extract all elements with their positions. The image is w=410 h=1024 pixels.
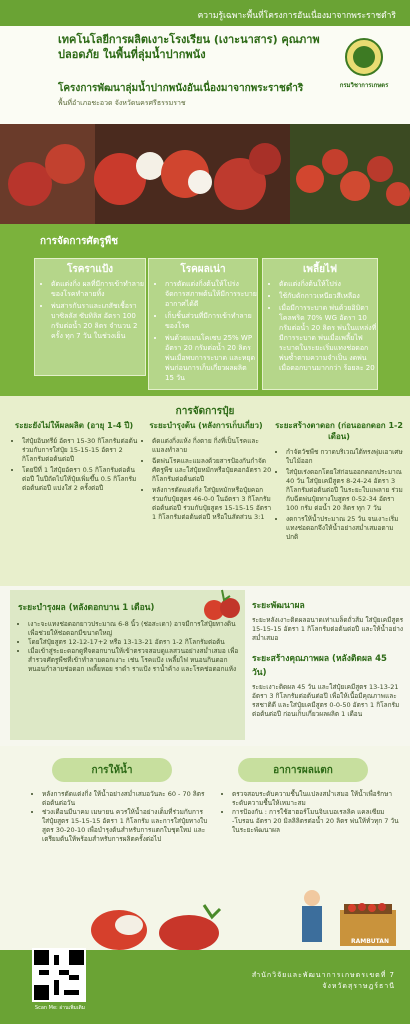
pest-card-title: โรคผลเน่า [180,264,226,275]
fruit-dev-text: ระยะหลังเงาะติดผลอนาดเท่าเมล็ดถั่วส้ม ใส่ปุ๋ยเคมีสูตร 15-15-15 อัตรา 1 กิโลกรัมต่อต้นต่อปี และให้น้ำอย่างสม่ำเสมอ [252,616,404,642]
quality-text: ระยะเงาะติดผล 45 วัน และใส่ปุ๋ยเคมีสูตร 13-13-21 อัตรา 3 กิโลกรัมต่อต้นต่อปี เพื่อให้เนื้อมีคุณภาพและรสชาติดี และใส่ปุ๋ยเคมีสูตร 0-0-50 อัตรา 1 กิโลกรัมต่อต้นต่อปี ก่อนเก็บเกี่ยวผลผลิต 1 เดือน [252,683,400,718]
pest-card-item: • ตัดแต่งกิ่งต้นให้โปร่ง [279,279,377,289]
cracking-title: อาการผลแตก [238,758,368,782]
fertilizer-item: • กำจัดวัชพืช กวาดบริเวณใต้ทรงพุ่มเอาเศษใบไม้ออก [286,448,404,466]
fruit-care-item: • เมื่อเข้าสู่ระยะดอกดูทีจดอกบานให้เข้าตรวจสอบดูแลสวนอย่างสม่ำเสมอ เพื่อสำรวจศัตรูพืชที่เข้าทำลายดอกเงาะ เช่น โรคแป้ง เพลี้ยไฟ หนอนกินดอก หนอนกำลายช่อดอก เพลี้ยหอย ราดำ ราแป้ง ราน้ำค้าง และโรคช่อดอกแห้ง [28,647,239,674]
project-title: โครงการพัฒนาลุ่มน้ำปากพนังอันเนื่องมาจากพระราชดำริ [58,83,304,94]
qr-code[interactable] [32,948,86,1002]
fruit-dev-title: ระยะพัฒนาผล [252,601,305,611]
water-item: • ช่วงเดือนมีนาคม เมษายน ควรให้น้ำอย่างเต็มที่ร่วมกับการใส่ปุ๋ยสูตร 15-15-15 อัตรา 1 กิโลกรัม และการใส่ปุ๋ยทางใบสูตร 30-20-10 เพื่อบำรุงต้นสำหรับการแตกใบชุดใหม่ และเตรียมต้นให้พร้อมสำหรับการผลิตครั้งต่อไป [42,808,210,844]
pest-card-fruit-rot [148,258,258,390]
footer-line-1: สำนักวิจัยและพัฒนาการเกษตรเขตที่ 7 [251,971,395,979]
fertilizer-column-title: ระยะยังไม่ให้ผลผลิต (อายุ 1-4 ปี) [14,421,134,430]
fruit-care-item: • เงาะจะแทงช่อดอกยาวประมาณ 6-8 นิ้ว (ช่อสะเดา) อาจมีการใส่ปุ๋ยทางดินเพื่อช่วยให้ช่อดอกมีขนาดใหญ่ [28,620,239,638]
area-subtitle: พื้นที่อำเภอชะอวด จังหวัดนครศรีธรรมราช [58,99,186,107]
fertilizer-column-young [10,420,138,580]
footer-line-2: จังหวัดสุราษฎร์ธานี [322,982,395,990]
fertilizer-section-title: การจัดการปุ๋ย [175,406,235,417]
fruit-care-title: ระยะบำรุงผล (หลังดอกบาน 1 เดือน) [18,603,155,613]
fertilizer-item: • งดการให้น้ำประมาณ 25 วัน จนเงาะเริ่มแทงช่อดอกจึงให้น้ำอย่างสม่ำเสมอตามปกติ [286,515,404,542]
rambutan-icon [200,588,244,624]
pest-card-title: โรคราแป้ง [66,264,114,275]
cracking-item: • การป้องกัน : การใช้ฮาฮอร์โมนจิบเบอเรลลิค แคลเซียม -โบรอน อัตรา 20 มิลลิลิตรต่อน้ำ 20 ลิตร พ่นให้ทั่วทุก 7 วัน ในระยะพัฒนาผล [232,808,402,835]
top-banner-text: ความรู้เฉพาะพื้นที่โครงการอันเนื่องมาจากพระราชดำริ [197,11,396,21]
fertilizer-column-title: ระยะสร้างตาดอก (ก่อนออกดอก 1-2 เดือน) [275,421,403,441]
pest-card-item: • ใช้กับดักกาวเหนียวสีเหลือง [279,291,377,301]
water-item: • หลังการตัดแต่งกิ่ง ให้น้ำอย่างสม่ำเสมอวันละ 60 - 70 ลิตรต่อต้นต่อวัน [42,790,210,808]
pest-card-item: • เมื่อมีการระบาด พ่นด้วยอิมิดาโคลพริด 70% WG อัตรา 10 กรัมต่อน้ำ 20 ลิตร พ่นในแหล่งที่มีการระบาด พ่นเมื่อเพลี้ยไฟระบาดในระยะเริ่มแทงช่อดอก พ่นซ้ำตามความจำเป็น งดพ่นเมื่อดอกบานมากกว่า ร้อยละ 20 [279,303,377,373]
pest-card-title: เพลี้ยไฟ [302,264,338,275]
top-banner [0,0,410,26]
pest-card-thrips [262,258,378,390]
fertilizer-item: • ฉีดพ่นโรคและแมลงด้วยสารป้องกันกำจัดศัตรูพืช และใส่ปุ๋ยหมักหรือปุ๋ยคอกอัตรา 20 กิโลกรัมต่อต้นต่อปี [152,457,272,484]
qr-code-icon [34,950,84,1000]
fruit-care-item: • โดยใส่ปุ๋ยสูตร 12-12-17+2 หรือ 13-13-21 อัตรา 1-2 กิโลกรัมต่อต้น [28,638,239,647]
fruit-dev-box [252,590,404,740]
logo-caption: กรมวิชาการเกษตร [339,82,389,89]
page-title: เทคโนโลยีการผลิตเงาะโรงเรียน (เงาะนาสาร) คุณภาพปลอดภัย ในพื้นที่ลุ่มน้ำปากพนัง [58,33,320,61]
fertilizer-item: • ตัดแต่งกิ่งแห้ง กิ่งตาย กิ่งที่เป็นโรคและแมลงทำลาย [152,437,272,455]
rambutan-fruit-illustration [84,895,234,955]
pest-card-item: • พ่นด้วยแมนโคเซบ 25% WP อัตรา 20 กรัมต่อน้ำ 20 ลิตร พ่นเมื่อพบการระบาด และหยุดพ่นก่อนการเก็บเกี่ยวผลผลิต 15 วัน [165,333,257,383]
fertilizer-column-title: ระยะบำรุงต้น (หลังการเก็บเกี่ยว) [149,421,263,430]
footer-organization [195,970,395,992]
fertilizer-item: • โดยปีที่ 1 ใส่ปุ๋ยอัตรา 0.5 กิโลกรัมต่อต้นต่อปี ในปีถัดไปให้ปุ๋ยเพิ่มขึ้น 0.5 กิโลกรัมต่อต้นต่อปี แบ่งใส่ 2 ครั้งต่อปี [22,466,138,493]
fertilizer-item: • ใส่ปุ๋ยเร่งดอกโดยใส่ก่อนออกดอกประมาณ 40 วัน ใส่ปุ๋ยเคมีสูตร 8-24-24 อัตรา 3 กิโลกรัมต่อต้นต่อปี ในระยะใบแพลาย ร่วมกับฉีดพ่นปุ๋ยทางใบสูตร 0-52-34 อัตรา 100 กรัม ต่อน้ำ 20 ลิตร ทุก 7 วัน [286,468,404,513]
water-title: การให้น้ำ [52,758,172,782]
fertilizer-column-post-harvest [140,420,272,580]
rambutan-sign: RAMBUTAN [351,938,389,945]
rambutan-photo-illustration [0,124,410,224]
cracking-list [220,790,402,835]
cracking-item: • ตรวจสอบระดับความชื้นในแปลงสม่ำเสมอ ให้น้ำเพื่อรักษาระดับความชื้นให้เหมาะสม [232,790,402,808]
fertilizer-item: • ใส่ปุ๋ยอินทรีย์ อัตรา 15-30 กิโลกรัมต่อต้น ร่วมกับการใส่ปุ๋ย 15-15-15 อัตรา 2 กิโลกรัมต่อต้นต่อปี [22,437,138,464]
rambutan-photo-strip [0,124,410,224]
pest-card-item: • พ่นสารกันราและเภสัชเชื้อราบาซิลลัส ซับทิลิส อัตรา 100 กรัมต่อน้ำ 20 ลิตร จำนวน 2 ครั้ง ทุก 7 วัน ในช่วงเย็น [51,301,145,341]
fertilizer-item: • หลังการตัดแต่งกิ่ง ใส่ปุ๋ยหมักหรือปุ๋ยคอก ร่วมกับปุ๋ยสูตร 46-0-0 ในอัตรา 3 กิโลกรัมต่อต้นต่อปี ร่วมกับปุ๋ยสูตร 15-15-15 อัตรา 1 กิโลกรัมต่อต้นต่อปี หรือในสัดส่วน 3:1 [152,486,272,522]
pest-section-title: การจัดการศัตรูพืช [40,236,119,247]
pest-card-item: • การตัดแต่งกิ่งต้นให้โปร่งจัดการสภาพต้นให้มีการระบายอากาศได้ดี [165,279,257,309]
quality-title: ระยะสร้างคุณภาพผล (หลังติดผล 45 วัน) [252,654,387,678]
pest-card-item: • ตัดแต่งกิ่ง ผลที่มีการเข้าทำลายของโรคทำลายทิ้ง [51,279,145,299]
fertilizer-column-flower-bud [274,420,404,580]
pest-card-item: • เก็บชิ้นส่วนที่มีการเข้าทำลายของโรค [165,311,257,331]
qr-caption: Scan Me: อ่านเพิ่มเติม [34,1005,86,1011]
logo-emblem-icon [353,46,375,68]
water-list [30,790,210,844]
pest-card-powdery-mildew [34,258,146,376]
